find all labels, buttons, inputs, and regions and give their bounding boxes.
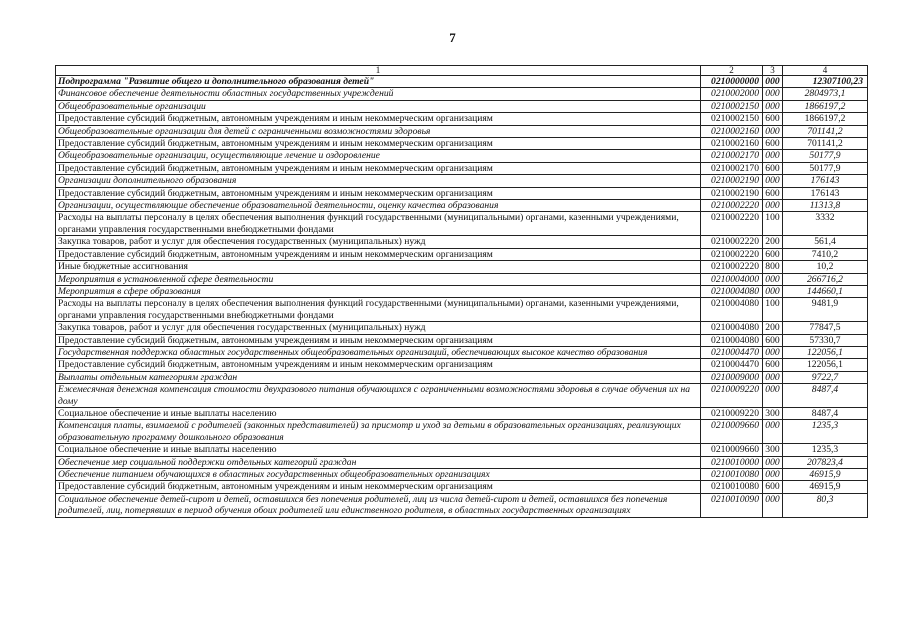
row-type: 000 bbox=[763, 469, 783, 481]
row-code: 0210002150 bbox=[701, 113, 763, 125]
row-name: Общеобразовательные организации, осуществляющие лечение и оздоровление bbox=[56, 150, 701, 162]
row-type: 600 bbox=[763, 162, 783, 174]
header-col-name: 1 bbox=[56, 66, 701, 76]
row-name: Выплаты отдельным категориям граждан bbox=[56, 371, 701, 383]
table-row bbox=[56, 359, 868, 371]
row-code: 0210004080 bbox=[701, 322, 763, 334]
table-row bbox=[56, 150, 868, 162]
table-header-row bbox=[56, 66, 868, 76]
row-name: Организации, осуществляющие обеспечение образовательной деятельности, оценку качества образования bbox=[56, 200, 701, 212]
row-name: Мероприятия в сфере образования bbox=[56, 285, 701, 297]
row-type: 600 bbox=[763, 481, 783, 493]
row-code: 0210002160 bbox=[701, 125, 763, 137]
table-row bbox=[56, 322, 868, 334]
row-type: 600 bbox=[763, 248, 783, 260]
table-row bbox=[56, 285, 868, 297]
row-amount: 122056,1 bbox=[783, 359, 868, 371]
row-type: 000 bbox=[763, 493, 783, 517]
row-type: 800 bbox=[763, 261, 783, 273]
row-code: 0210004000 bbox=[701, 273, 763, 285]
table-row bbox=[56, 298, 868, 322]
row-type: 000 bbox=[763, 420, 783, 444]
row-code: 0210010080 bbox=[701, 469, 763, 481]
row-type: 000 bbox=[763, 200, 783, 212]
row-name: Обеспечение питанием обучающихся в областных государственных общеобразовательных организациях bbox=[56, 469, 701, 481]
table-row bbox=[56, 481, 868, 493]
table-row bbox=[56, 212, 868, 236]
row-amount: 46915,9 bbox=[783, 469, 868, 481]
table-row bbox=[56, 371, 868, 383]
row-name: Расходы на выплаты персоналу в целях обеспечения выполнения функций государственными (муниципальными) органами, казенными учреждениями, органами управления государственными внебюджетными фондами bbox=[56, 212, 701, 236]
row-type: 000 bbox=[763, 175, 783, 187]
table-row bbox=[56, 200, 868, 212]
table-row bbox=[56, 236, 868, 248]
row-name: Организации дополнительного образования bbox=[56, 175, 701, 187]
header-col-type: 3 bbox=[763, 66, 783, 76]
row-name: Расходы на выплаты персоналу в целях обеспечения выполнения функций государственными (муниципальными) органами, казенными учреждениями, органами управления государственными внебюджетными фондами bbox=[56, 298, 701, 322]
row-type: 000 bbox=[763, 150, 783, 162]
budget-table bbox=[55, 65, 868, 518]
row-amount: 8487,4 bbox=[783, 407, 868, 419]
row-code: 0210010090 bbox=[701, 493, 763, 517]
header-col-amount: 4 bbox=[783, 66, 868, 76]
row-code: 0210002190 bbox=[701, 175, 763, 187]
row-type: 000 bbox=[763, 371, 783, 383]
row-code: 0210009220 bbox=[701, 407, 763, 419]
row-name: Обеспечение мер социальной поддержки отдельных категорий граждан bbox=[56, 456, 701, 468]
row-amount: 1866197,2 bbox=[783, 100, 868, 112]
row-name: Финансовое обеспечение деятельности областных государственных учреждений bbox=[56, 88, 701, 100]
table-row bbox=[56, 187, 868, 199]
row-name: Предоставление субсидий бюджетным, автономным учреждениям и иным некоммерческим организациям bbox=[56, 334, 701, 346]
table-row bbox=[56, 76, 868, 88]
row-code: 0210002220 bbox=[701, 212, 763, 236]
row-code: 0210002160 bbox=[701, 138, 763, 150]
row-type: 600 bbox=[763, 113, 783, 125]
row-amount: 176143 bbox=[783, 175, 868, 187]
row-name: Общеобразовательные организации для детей с ограниченными возможностями здоровья bbox=[56, 125, 701, 137]
row-type: 000 bbox=[763, 273, 783, 285]
row-code: 0210004080 bbox=[701, 334, 763, 346]
row-amount: 11313,8 bbox=[783, 200, 868, 212]
row-type: 600 bbox=[763, 359, 783, 371]
row-type: 000 bbox=[763, 456, 783, 468]
table-row bbox=[56, 88, 868, 100]
row-type: 000 bbox=[763, 346, 783, 358]
row-amount: 10,2 bbox=[783, 261, 868, 273]
row-name: Закупка товаров, работ и услуг для обеспечения государственных (муниципальных) нужд bbox=[56, 236, 701, 248]
table-row bbox=[56, 420, 868, 444]
row-code: 0210002000 bbox=[701, 88, 763, 100]
row-name: Закупка товаров, работ и услуг для обеспечения государственных (муниципальных) нужд bbox=[56, 322, 701, 334]
row-name: Социальное обеспечение и иные выплаты населению bbox=[56, 407, 701, 419]
row-amount: 12307100,23 bbox=[783, 76, 868, 88]
row-code: 0210002220 bbox=[701, 236, 763, 248]
row-name: Предоставление субсидий бюджетным, автономным учреждениям и иным некоммерческим организациям bbox=[56, 359, 701, 371]
row-code: 0210002220 bbox=[701, 248, 763, 260]
table-row bbox=[56, 175, 868, 187]
row-code: 0210009220 bbox=[701, 384, 763, 408]
row-amount: 8487,4 bbox=[783, 384, 868, 408]
row-type: 100 bbox=[763, 298, 783, 322]
page-number: 7 bbox=[449, 30, 456, 45]
table-body bbox=[56, 76, 868, 518]
row-code: 0210004470 bbox=[701, 346, 763, 358]
row-amount: 701141,2 bbox=[783, 125, 868, 137]
row-amount: 77847,5 bbox=[783, 322, 868, 334]
row-code: 0210009660 bbox=[701, 420, 763, 444]
row-name: Общеобразовательные организации bbox=[56, 100, 701, 112]
row-amount: 9481,9 bbox=[783, 298, 868, 322]
row-name: Подпрограмма "Развитие общего и дополнительного образования детей" bbox=[56, 76, 701, 88]
table-row bbox=[56, 493, 868, 517]
row-amount: 3332 bbox=[783, 212, 868, 236]
row-type: 300 bbox=[763, 444, 783, 456]
table-row bbox=[56, 113, 868, 125]
row-name: Ежемесячная денежная компенсация стоимости двухразового питания обучающихся с ограниченными возможностями здоровья в случае обучения их на дому bbox=[56, 384, 701, 408]
row-amount: 50177,9 bbox=[783, 150, 868, 162]
table-row bbox=[56, 248, 868, 260]
row-name: Компенсация платы, взимаемой с родителей (законных представителей) за присмотр и уход за детьми в образовательных организациях, реализующих образовательную программу дошкольного образования bbox=[56, 420, 701, 444]
row-code: 0210000000 bbox=[701, 76, 763, 88]
row-type: 600 bbox=[763, 138, 783, 150]
table-row bbox=[56, 469, 868, 481]
row-code: 0210002220 bbox=[701, 261, 763, 273]
table-row bbox=[56, 100, 868, 112]
row-name: Социальное обеспечение детей-сирот и детей, оставшихся без попечения родителей, лиц из числа детей-сирот и детей, оставшихся без попечения родителей, лиц, потерявших в период обучения обоих родителей или единственного родителя, в областных государственных организациях bbox=[56, 493, 701, 517]
row-code: 0210004470 bbox=[701, 359, 763, 371]
row-type: 200 bbox=[763, 236, 783, 248]
row-code: 0210009000 bbox=[701, 371, 763, 383]
header-col-code: 2 bbox=[701, 66, 763, 76]
row-type: 000 bbox=[763, 100, 783, 112]
row-code: 0210004080 bbox=[701, 298, 763, 322]
row-type: 000 bbox=[763, 76, 783, 88]
row-code: 0210004080 bbox=[701, 285, 763, 297]
row-code: 0210002190 bbox=[701, 187, 763, 199]
table-row bbox=[56, 138, 868, 150]
row-name: Предоставление субсидий бюджетным, автономным учреждениям и иным некоммерческим организациям bbox=[56, 248, 701, 260]
row-amount: 1235,3 bbox=[783, 420, 868, 444]
table-row bbox=[56, 384, 868, 408]
row-type: 300 bbox=[763, 407, 783, 419]
row-amount: 701141,2 bbox=[783, 138, 868, 150]
table-row bbox=[56, 334, 868, 346]
row-amount: 2804973,1 bbox=[783, 88, 868, 100]
row-name: Предоставление субсидий бюджетным, автономным учреждениям и иным некоммерческим организациям bbox=[56, 162, 701, 174]
row-name: Предоставление субсидий бюджетным, автономным учреждениям и иным некоммерческим организациям bbox=[56, 138, 701, 150]
table-row bbox=[56, 125, 868, 137]
row-code: 0210010080 bbox=[701, 481, 763, 493]
row-name: Мероприятия в установленной сфере деятельности bbox=[56, 273, 701, 285]
row-code: 0210002220 bbox=[701, 200, 763, 212]
row-name: Предоставление субсидий бюджетным, автономным учреждениям и иным некоммерческим организациям bbox=[56, 187, 701, 199]
row-type: 000 bbox=[763, 88, 783, 100]
table-row bbox=[56, 444, 868, 456]
row-type: 000 bbox=[763, 125, 783, 137]
row-type: 100 bbox=[763, 212, 783, 236]
row-code: 0210009660 bbox=[701, 444, 763, 456]
row-name: Государственная поддержка областных государственных общеобразовательных организаций, обеспечивающих высокое качество образования bbox=[56, 346, 701, 358]
row-amount: 176143 bbox=[783, 187, 868, 199]
row-code: 0210010000 bbox=[701, 456, 763, 468]
table-row bbox=[56, 346, 868, 358]
row-code: 0210002170 bbox=[701, 162, 763, 174]
row-amount: 266716,2 bbox=[783, 273, 868, 285]
row-type: 600 bbox=[763, 187, 783, 199]
row-type: 600 bbox=[763, 334, 783, 346]
row-type: 000 bbox=[763, 384, 783, 408]
row-amount: 1866197,2 bbox=[783, 113, 868, 125]
row-amount: 50177,9 bbox=[783, 162, 868, 174]
row-amount: 144660,1 bbox=[783, 285, 868, 297]
row-amount: 207823,4 bbox=[783, 456, 868, 468]
row-amount: 46915,9 bbox=[783, 481, 868, 493]
row-name: Социальное обеспечение и иные выплаты населению bbox=[56, 444, 701, 456]
row-name: Иные бюджетные ассигнования bbox=[56, 261, 701, 273]
table-row bbox=[56, 261, 868, 273]
row-type: 200 bbox=[763, 322, 783, 334]
table-row bbox=[56, 407, 868, 419]
row-code: 0210002150 bbox=[701, 100, 763, 112]
row-type: 000 bbox=[763, 285, 783, 297]
row-name: Предоставление субсидий бюджетным, автономным учреждениям и иным некоммерческим организациям bbox=[56, 481, 701, 493]
row-amount: 122056,1 bbox=[783, 346, 868, 358]
row-amount: 7410,2 bbox=[783, 248, 868, 260]
row-amount: 80,3 bbox=[783, 493, 868, 517]
row-amount: 561,4 bbox=[783, 236, 868, 248]
table-row bbox=[56, 273, 868, 285]
row-amount: 9722,7 bbox=[783, 371, 868, 383]
table-row bbox=[56, 456, 868, 468]
row-code: 0210002170 bbox=[701, 150, 763, 162]
row-amount: 57330,7 bbox=[783, 334, 868, 346]
row-name: Предоставление субсидий бюджетным, автономным учреждениям и иным некоммерческим организациям bbox=[56, 113, 701, 125]
table-row bbox=[56, 162, 868, 174]
row-amount: 1235,3 bbox=[783, 444, 868, 456]
